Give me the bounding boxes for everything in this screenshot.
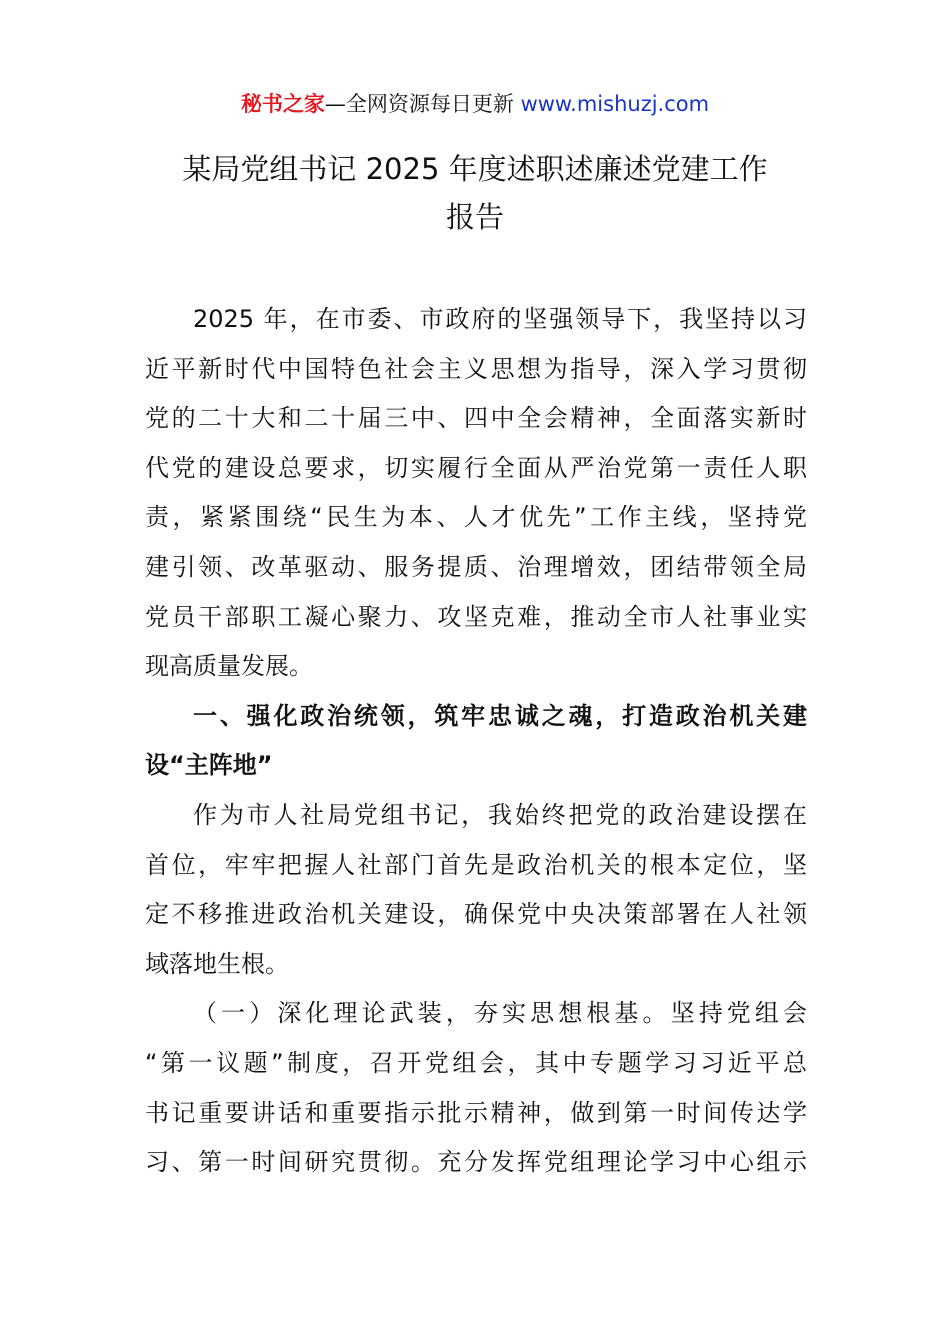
paragraph-line: （一）深化理论武装，夯实思想根基。坚持党组会 — [193, 999, 807, 1028]
title-line-2: 报告 — [445, 200, 504, 234]
section-heading-line: 一、强化政治统领，筑牢忠诚之魂，打造政治机关建 — [193, 701, 807, 730]
paragraph-line: 定不移推进政治机关建设，确保党中央决策部署在人社领 — [145, 900, 807, 929]
document-title — [140, 145, 810, 241]
paragraph-line: 书记重要讲话和重要指示批示精神，做到第一时间传达学 — [145, 1098, 807, 1127]
title-line-1: 某局党组书记 2025 年度述职述廉述党建工作 — [182, 152, 768, 186]
document-body — [145, 295, 807, 1188]
paragraph-line: 党的二十大和二十届三中、四中全会精神，全面落实新时 — [145, 404, 807, 433]
site-url-link[interactable]: www.mishuzj.com — [520, 92, 710, 116]
header-tagline: —全网资源每日更新 — [324, 92, 521, 116]
paragraph-line: 首位，牢牢把握人社部门首先是政治机关的根本定位，坚 — [145, 850, 807, 879]
paragraph-line: 域落地生根。 — [145, 949, 289, 978]
paragraph-line: 习、第一时间研究贯彻。充分发挥党组理论学习中心组示 — [145, 1148, 807, 1177]
paragraph-line: 2025 年，在市委、市政府的坚强领导下，我坚持以习 — [193, 305, 807, 333]
section-heading-line: 设“主阵地” — [145, 751, 273, 780]
paragraph-line: 代党的建设总要求，切实履行全面从严治党第一责任人职 — [145, 453, 807, 482]
paragraph-line: “第一议题”制度，召开党组会，其中专题学习习近平总 — [145, 1048, 807, 1077]
paragraph-line: 作为市人社局党组书记，我始终把党的政治建设摆在 — [193, 800, 807, 829]
site-header — [0, 86, 950, 122]
paragraph-line: 责，紧紧围绕“民生为本、人才优先”工作主线，坚持党 — [145, 503, 807, 532]
paragraph-line: 建引领、改革驱动、服务提质、治理增效，团结带领全局 — [145, 552, 807, 581]
paragraph-line: 现高质量发展。 — [145, 652, 313, 681]
brand-name: 秘书之家 — [240, 92, 325, 116]
paragraph-line: 近平新时代中国特色社会主义思想为指导，深入学习贯彻 — [145, 354, 807, 383]
paragraph-line: 党员干部职工凝心聚力、攻坚克难，推动全市人社事业实 — [145, 602, 807, 631]
